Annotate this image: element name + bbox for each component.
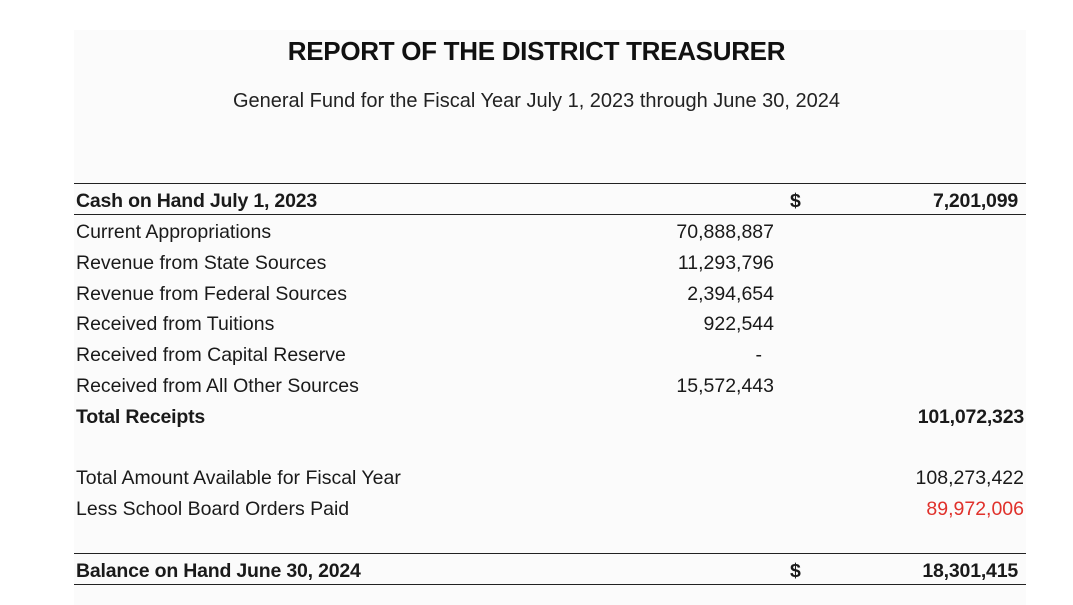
receipt-amount: 922,544	[703, 313, 774, 335]
receipt-label: Current Appropriations	[76, 221, 272, 243]
receipt-amount: 11,293,796	[677, 252, 774, 274]
orders-paid-row	[74, 494, 1026, 524]
opening-balance-amount: 7,201,099	[933, 190, 1018, 212]
receipt-row	[74, 371, 1026, 401]
orders-paid-amount: 89,972,006	[926, 498, 1024, 520]
closing-balance-label: Balance on Hand June 30, 2024	[76, 560, 361, 582]
receipt-label: Revenue from Federal Sources	[76, 283, 347, 305]
closing-currency-symbol: $	[790, 560, 801, 582]
closing-balance-row	[74, 556, 1026, 586]
opening-underline	[74, 214, 1026, 215]
opening-balance-label: Cash on Hand July 1, 2023	[76, 190, 318, 212]
receipt-amount: 15,572,443	[676, 375, 774, 397]
receipt-label: Received from Tuitions	[76, 313, 275, 335]
receipt-label: Received from All Other Sources	[76, 375, 359, 397]
total-available-label: Total Amount Available for Fiscal Year	[76, 467, 401, 489]
report-title: REPORT OF THE DISTRICT TREASURER	[287, 36, 786, 66]
total-receipts-amount: 101,072,323	[917, 406, 1024, 428]
closing-top-rule	[74, 553, 1026, 554]
receipt-row	[74, 248, 1026, 278]
top-rule	[74, 183, 1026, 184]
receipt-amount: 70,888,887	[676, 221, 774, 243]
opening-balance-row	[74, 186, 1026, 216]
report-subtitle: General Fund for the Fiscal Year July 1, 2023 through June 30, 2024	[232, 90, 841, 112]
receipt-label: Received from Capital Reserve	[76, 344, 346, 366]
receipt-row	[74, 217, 1026, 247]
opening-currency-symbol: $	[790, 190, 801, 212]
total-receipts-row	[74, 402, 1026, 432]
total-available-amount: 108,273,422	[915, 467, 1024, 489]
receipt-amount: 2,394,654	[687, 283, 774, 305]
receipt-row	[74, 279, 1026, 309]
closing-bottom-rule	[74, 584, 1026, 585]
receipt-amount: -	[755, 344, 762, 366]
closing-balance-amount: 18,301,415	[922, 560, 1018, 582]
receipt-row	[74, 340, 1026, 370]
receipt-label: Revenue from State Sources	[76, 252, 327, 274]
total-available-row	[74, 463, 1026, 493]
receipt-row	[74, 309, 1026, 339]
orders-paid-label: Less School Board Orders Paid	[76, 498, 350, 520]
total-receipts-label: Total Receipts	[76, 406, 206, 428]
